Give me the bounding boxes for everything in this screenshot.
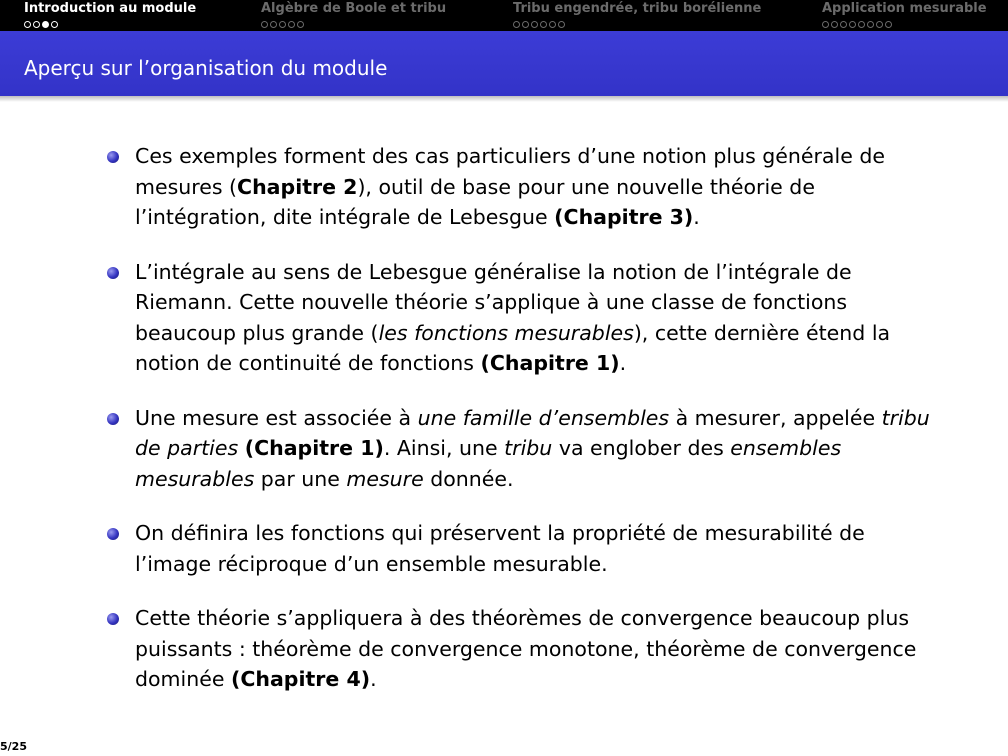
nav-dot[interactable] (513, 21, 520, 28)
list-item-text (135, 521, 865, 576)
nav-dot[interactable] (867, 21, 874, 28)
text-run: . (370, 667, 377, 691)
text-run: ), outil de base pour une nouvelle théorie de l’intégration, dite intégrale de Lebesgue (135, 174, 815, 229)
text-run: . (693, 205, 700, 229)
nav-dot[interactable] (558, 21, 565, 28)
nav-section-title[interactable]: Introduction au module (24, 1, 197, 16)
text-run: les fonctions mesurables (378, 320, 634, 345)
text-run: (Chapitre 3) (554, 205, 694, 229)
text-run: (Chapitre 1) (244, 436, 384, 460)
nav-dot[interactable] (549, 21, 556, 28)
text-run: une famille d’ensembles (417, 405, 670, 430)
list-item (107, 603, 937, 695)
text-run: Cette théorie s’appliquera à des théorèmes de convergence beaucoup plus puissants : théorème de convergence monotone, théorème de convergence dominée (135, 606, 917, 691)
bullet-icon (107, 413, 119, 425)
list-item (107, 141, 937, 233)
nav-dot[interactable] (840, 21, 847, 28)
nav-dot[interactable] (831, 21, 838, 28)
text-run: . Ainsi, une (383, 436, 505, 460)
text-run: donnée. (423, 466, 514, 491)
nav-section-introduction[interactable] (24, 2, 196, 29)
text-run: à mesurer, appelée (669, 405, 882, 430)
nav-section-application-mesurable[interactable] (822, 2, 987, 29)
nav-section-title[interactable]: Algèbre de Boole et tribu (261, 1, 447, 16)
text-run: va englober des (552, 436, 731, 460)
text-run: ), cette dernière étend la notion de continuité de fonctions (135, 320, 891, 375)
nav-dot[interactable] (270, 21, 277, 28)
text-run: ensembles mesurables (135, 436, 842, 491)
list-item-text (135, 260, 890, 376)
frame-title-shadow (0, 96, 1008, 102)
text-run: On définira les fonctions qui préservent la propriété de mesurabilité de l’image réciproque d’un ensemble mesurable. (135, 521, 865, 576)
nav-dot[interactable] (297, 21, 304, 28)
section-navigation-bar (0, 0, 1008, 31)
nav-dot[interactable] (849, 21, 856, 28)
nav-dot[interactable] (279, 21, 286, 28)
nav-section-tribu-engendree[interactable] (513, 2, 761, 29)
nav-section-dots (822, 19, 987, 29)
bullet-icon (107, 528, 119, 540)
text-run: Une mesure est associée à (135, 405, 418, 430)
nav-dot[interactable] (540, 21, 547, 28)
list-item-text (135, 406, 930, 491)
nav-section-dots (261, 19, 446, 29)
bullet-list (107, 141, 937, 719)
nav-section-algebre-boole[interactable] (261, 2, 446, 29)
nav-section-dots (513, 19, 761, 29)
list-item (107, 403, 937, 495)
nav-section-dots (24, 19, 196, 29)
nav-dot[interactable] (24, 21, 31, 28)
page-number: 5/25 (0, 740, 27, 753)
text-run: Chapitre 2 (237, 174, 358, 199)
text-run: (Chapitre 4) (230, 667, 371, 691)
nav-dot[interactable] (51, 21, 58, 28)
text-run: L’intégrale au sens de Lebesgue généralise la notion de l’intégrale de Riemann. Cette nouvelle théorie s’applique à une classe de fonctions beaucoup plus grande ( (135, 259, 852, 345)
nav-dot[interactable] (288, 21, 295, 28)
text-run: (Chapitre 1) (480, 351, 620, 375)
text-run: tribu (504, 436, 553, 460)
list-item-text (135, 606, 916, 691)
text-run: Ces exemples forment des cas particuliers d’une notion plus générale de mesures ( (135, 144, 885, 199)
bullet-icon (107, 613, 119, 625)
text-run: tribu de parties (135, 405, 930, 460)
bullet-icon (107, 151, 119, 163)
text-run: . (619, 351, 627, 375)
nav-dot[interactable] (42, 21, 49, 28)
nav-dot[interactable] (33, 21, 40, 28)
nav-dot[interactable] (522, 21, 529, 28)
nav-dot[interactable] (531, 21, 538, 28)
list-item (107, 257, 937, 379)
text-run: par une (254, 466, 347, 491)
nav-dot[interactable] (858, 21, 865, 28)
nav-dot[interactable] (261, 21, 268, 28)
bullet-icon (107, 267, 119, 279)
list-item (107, 518, 937, 579)
nav-dot[interactable] (876, 21, 883, 28)
nav-dot[interactable] (822, 21, 829, 28)
text-run: mesure (346, 466, 424, 491)
list-item-text (135, 144, 885, 229)
frame-title: Aperçu sur l’organisation du module (24, 56, 388, 80)
nav-section-title[interactable]: Tribu engendrée, tribu borélienne (513, 1, 762, 16)
nav-section-title[interactable]: Application mesurable (822, 1, 987, 16)
nav-dot[interactable] (885, 21, 892, 28)
